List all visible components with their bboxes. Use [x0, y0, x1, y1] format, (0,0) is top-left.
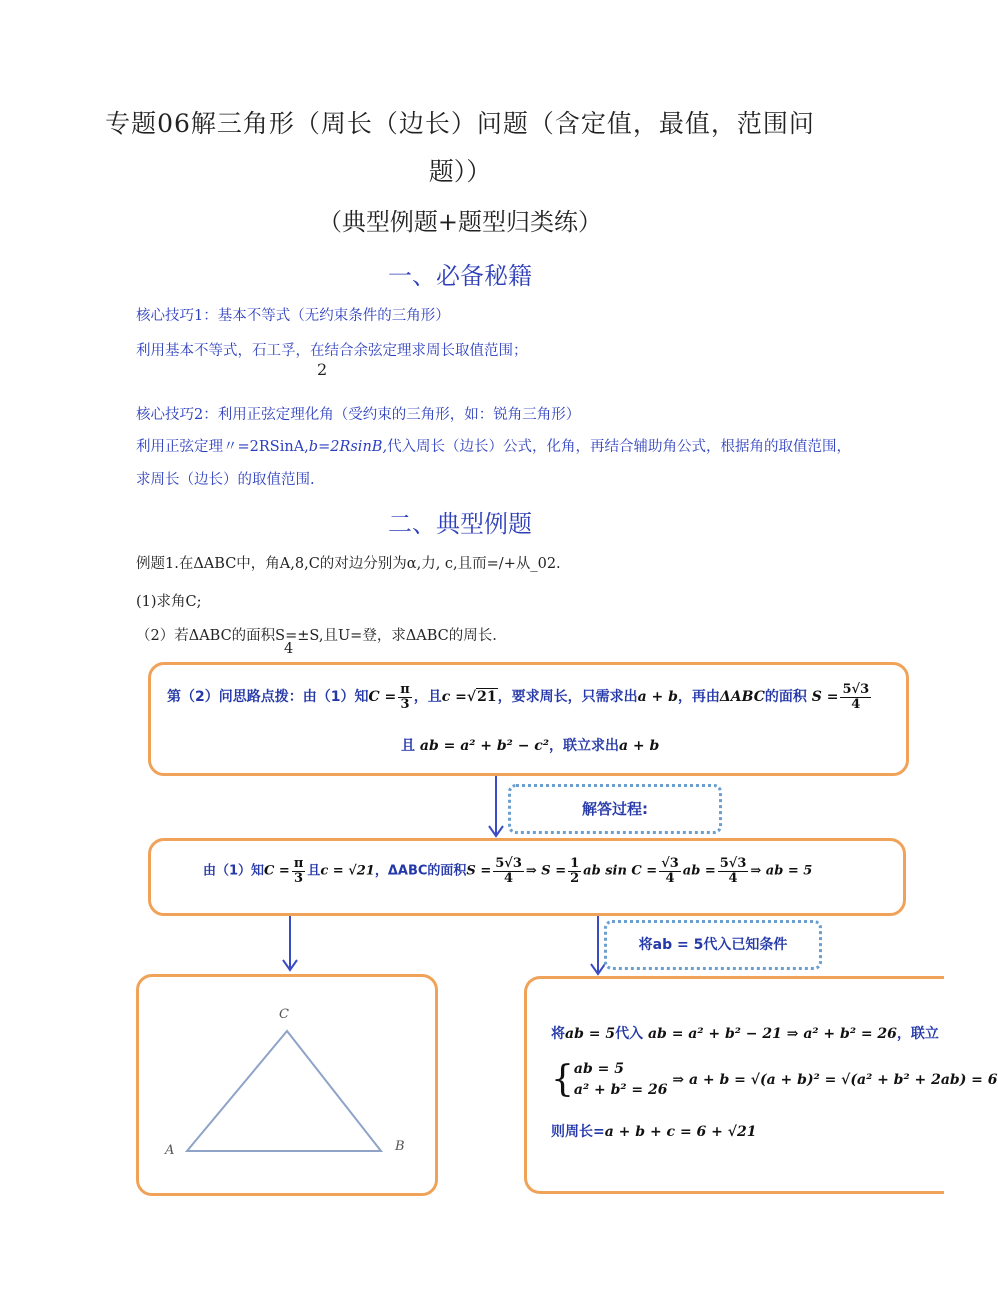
section2-heading: 二、典型例题	[388, 510, 532, 538]
vertex-label-B: B	[395, 1139, 405, 1154]
vertex-label-A: A	[165, 1143, 175, 1158]
solution-label: 解答过程:	[508, 784, 722, 834]
section1-heading: 一、必备秘籍	[388, 262, 532, 290]
arrow-down-icon	[280, 916, 300, 974]
substitute-label: 将ab = 5代入已知条件	[604, 920, 822, 970]
question-2: （2）若ΔABC的面积S=±S,且U=登，求ΔABC的周长.	[136, 628, 497, 644]
tip2-body2: 求周长（边长）的取值范围.	[136, 472, 315, 488]
hint-box	[148, 662, 909, 776]
question-2-note: 4	[284, 641, 294, 657]
tip1-title: 核心技巧1：基本不等式（无约束条件的三角形）	[136, 308, 450, 324]
hint-prefix: 第（2）问思路点拨：由（1）知	[167, 689, 369, 706]
solution-line: 由（1）知C = $\frac{\pi}{3}$ 且c = √21，ΔABC的面积S = $\frac{5√3}{4}$ ⇒ S = $\frac{1}{2}$ ab sin C = $\frac{√3}{4}$ ab = $\frac{5√3}{4}$ ⇒ ab = 5	[203, 856, 813, 886]
solution-box	[148, 838, 906, 916]
tip1-body: 利用基本不等式，石工孚，在结合余弦定理求周长取值范围；	[136, 343, 528, 359]
hint-line-1: 第（2）问思路点拨：由（1）知C = $\frac{\pi}{3}$ ，且c =√21，要求周长，只需求出a + b，再由ΔABC的面积 S = $\frac{5√3}{4}$	[167, 682, 870, 712]
hint-pi-fraction: $\frac{\pi}{3}$	[400, 682, 410, 712]
tip2-body-c: 代入周长（边长）公式，化角，再结合辅助角公式，根据角的取值范围，	[387, 439, 852, 455]
hint-area-fraction: $\frac{5√3}{4}$	[842, 682, 870, 712]
hint-line-2: 且 ab = a² + b² − c²，联立求出a + b	[401, 738, 660, 754]
tip2-body-b: b=2RsinB,	[308, 439, 388, 455]
example-line: 例题1.在ΔABC中，角A,8,C的对边分别为α,力, c,且而=/+从_02.	[136, 556, 561, 572]
page-title-line1: 专题06解三角形（周长（边长）问题（含定值，最值，范围问	[105, 109, 815, 138]
page-subtitle: （典型例题+题型归类练）	[317, 208, 603, 236]
arrow-down-icon	[486, 776, 506, 840]
derivation-line-3: 则周长=a + b + c = 6 + √21	[551, 1124, 757, 1140]
question-1: (1)求角C;	[136, 594, 202, 610]
vertex-label-C: C	[279, 1007, 289, 1022]
triangle-box	[136, 974, 438, 1196]
hint-C: C =	[368, 689, 397, 706]
tip2-body-a: 利用正弦定理〃=2RSinA,	[136, 439, 309, 455]
derivation-box	[524, 976, 998, 1194]
page-title-line2: 题））	[428, 157, 492, 186]
derivation-line-2: { ab = 5 a² + b² = 26 ⇒ a + b = √(a + b)² = √(a² + b² + 2ab) = 6	[551, 1059, 998, 1100]
tip2-body	[136, 435, 851, 456]
tip1-note: 2	[317, 360, 328, 379]
tip2-title: 核心技巧2：利用正弦定理化角（受约束的三角形，如：锐角三角形）	[136, 407, 581, 423]
derivation-line-1: 将ab = 5代入 ab = a² + b² − 21 ⇒ a² + b² = 26，联立	[551, 1026, 939, 1042]
